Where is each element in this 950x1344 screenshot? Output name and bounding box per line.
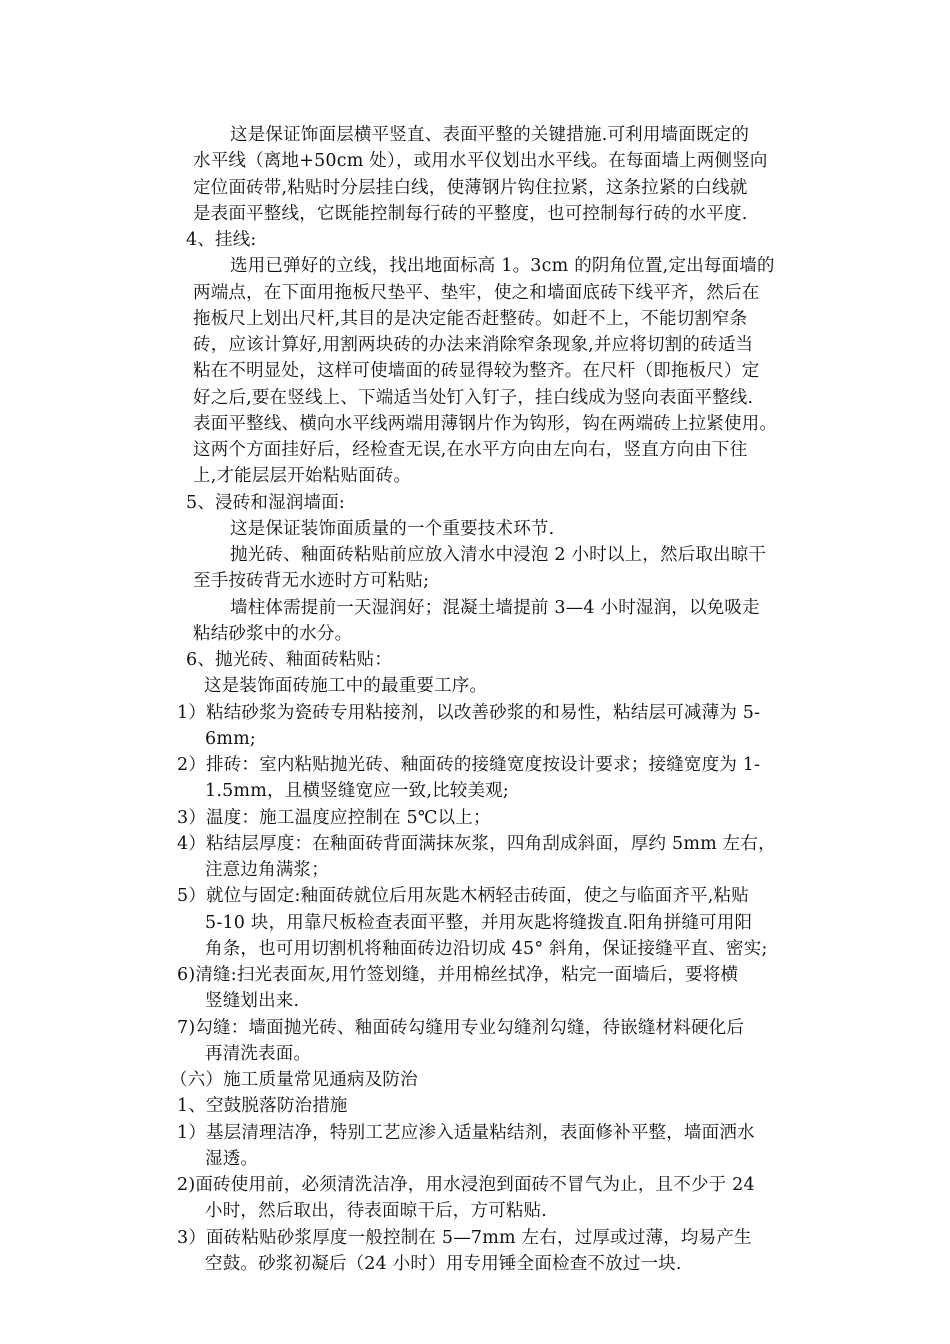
paragraph-line: 这是保证饰面层横平竖直、表面平整的关键措施.可利用墙面既定的	[230, 125, 750, 145]
paragraph-line: 这是保证装饰面质量的一个重要技术环节.	[230, 519, 555, 539]
section-heading: 6、抛光砖、釉面砖粘贴：	[186, 650, 393, 670]
list-item-continuation: 5-10 块，用靠尺板检查表面平整，并用灰匙将缝拨直.阳角拼缝可用阳	[205, 913, 753, 933]
list-item-continuation: 竖缝划出来.	[205, 991, 300, 1011]
section-heading: 5、浸砖和湿润墙面:	[186, 493, 346, 513]
paragraph-line: 两端点，在下面用拖板尺垫平、垫牢，使之和墙面底砖下线平齐，然后在	[193, 283, 760, 303]
list-item: 2）排砖：室内粘贴抛光砖、釉面砖的接缝宽度按设计要求；接缝宽度为 1-	[177, 755, 761, 775]
list-item: 4）粘结层厚度：在釉面砖背面满抹灰浆，四角刮成斜面，厚约 5mm 左右，	[177, 834, 776, 854]
list-item-continuation: 1.5mm，且横竖缝宽应一致,比较美观;	[205, 781, 509, 801]
paragraph-line: 砖，应该计算好,用割两块砖的办法来消除窄条现象,并应将切割的砖适当	[193, 335, 754, 355]
paragraph-line: 好之后,要在竖线上、下端适当处钉入钉子，挂白线成为竖向表面平整线.	[193, 388, 754, 408]
list-item: 1）粘结砂浆为瓷砖专用粘接剂，以改善砂浆的和易性，粘结层可减薄为 5-	[177, 703, 761, 723]
list-item-continuation: 角条，也可用切割机将釉面砖边沿切成 45° 斜角，保证接缝平直、密实;	[205, 939, 768, 959]
paragraph-line: 拖板尺上划出尺杆,其目的是决定能否赶整砖。如赶不上，不能切割窄条	[193, 309, 748, 329]
paragraph-line: 这两个方面挂好后，经检查无误,在水平方向由左向右，竖直方向由下往	[193, 440, 748, 460]
list-item: 7)勾缝：墙面抛光砖、釉面砖勾缝用专业勾缝剂勾缝，待嵌缝材料硬化后	[177, 1018, 745, 1038]
chapter-heading: （六）施工质量常见通病及防治	[170, 1070, 418, 1090]
paragraph-line: 抛光砖、釉面砖粘贴前应放入清水中浸泡 2 小时以上，然后取出晾干	[230, 545, 767, 565]
list-item-continuation: 空鼓。砂浆初凝后（24 小时）用专用锤全面检查不放过一块.	[205, 1254, 682, 1274]
list-item-continuation: 再清洗表面。	[205, 1044, 312, 1064]
paragraph-line: 粘在不明显处，这样可使墙面的砖显得较为整齐。在尺杆（即拖板尺）定	[193, 361, 760, 381]
list-item: 5）就位与固定:釉面砖就位后用灰匙木柄轻击砖面，使之与临面齐平,粘贴	[177, 886, 749, 906]
paragraph-line: 上,才能层层开始粘贴面砖。	[193, 466, 412, 486]
list-item-continuation: 6mm;	[205, 729, 257, 749]
list-item: 3）面砖粘贴砂浆厚度一般控制在 5—7mm 左右，过厚或过薄，均易产生	[177, 1228, 752, 1248]
list-item: 1）基层清理洁净，特别工艺应渗入适量粘结剂，表面修补平整，墙面洒水	[177, 1123, 755, 1143]
paragraph-line: 水平线（离地+50cm 处），或用水平仪划出水平线。在每面墙上两侧竖向	[193, 151, 768, 171]
paragraph-line: 墙柱体需提前一天湿润好；混凝土墙提前 3—4 小时湿润，以免吸走	[230, 598, 760, 618]
section-heading: 4、挂线:	[186, 230, 257, 250]
list-item: 3）温度：施工温度应控制在 5℃以上；	[177, 808, 491, 828]
paragraph-line: 表面平整线、横向水平线两端用薄钢片作为钩形，钩在两端砖上拉紧使用。	[193, 414, 778, 434]
paragraph-line: 定位面砖带,粘贴时分层挂白线，使薄钢片钩住拉紧，这条拉紧的白线就	[193, 178, 748, 198]
paragraph-line: 粘结砂浆中的水分。	[193, 624, 353, 644]
list-item-continuation: 注意边角满浆；	[205, 860, 329, 880]
paragraph-line: 选用已弹好的立线，找出地面标高 1。3cm 的阴角位置,定出每面墙的	[230, 256, 775, 276]
list-item-continuation: 小时，然后取出，待表面晾干后，方可粘贴.	[205, 1201, 548, 1221]
paragraph-line: 是表面平整线，它既能控制每行砖的平整度，也可控制每行砖的水平度.	[193, 204, 748, 224]
list-item: 6)清缝:扫光表面灰,用竹签划缝，并用棉丝拭净，粘完一面墙后，要将横	[177, 965, 739, 985]
paragraph-line: 这是装饰面砖施工中的最重要工序。	[204, 676, 488, 696]
section-heading: 1、空鼓脱落防治措施	[177, 1096, 348, 1116]
paragraph-line: 至手按砖背无水迹时方可粘贴;	[193, 571, 430, 591]
list-item-continuation: 湿透。	[205, 1149, 259, 1169]
list-item: 2)面砖使用前，必须清洗洁净，用水浸泡到面砖不冒气为止，且不少于 24	[177, 1175, 755, 1195]
